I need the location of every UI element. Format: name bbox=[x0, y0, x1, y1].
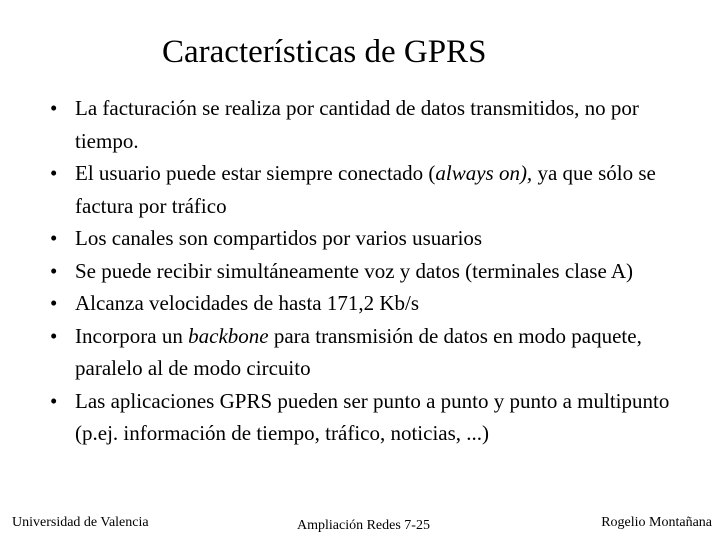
bullet-text: El usuario puede estar siempre conectado ( bbox=[75, 161, 436, 185]
bullet-item bbox=[50, 255, 690, 288]
bullet-item bbox=[50, 157, 690, 222]
bullet-item bbox=[50, 287, 690, 320]
bullet-icon: • bbox=[50, 226, 58, 250]
bullet-icon: • bbox=[50, 291, 58, 315]
bullet-text: Las aplicaciones GPRS pueden ser punto a punto y punto a multipunto (p.ej. información de tiempo, tráfico, noticias, ...) bbox=[75, 388, 670, 445]
bullet-item bbox=[50, 385, 690, 450]
bullet-icon: • bbox=[50, 323, 58, 348]
bullet-text-italic: backbone bbox=[188, 323, 269, 348]
bullet-text: Los canales son compartidos por varios usuarios bbox=[75, 226, 483, 250]
bullet-item bbox=[50, 222, 690, 255]
bullet-icon: • bbox=[50, 96, 58, 120]
bullet-icon: • bbox=[50, 258, 58, 283]
bullet-item bbox=[50, 320, 690, 385]
bullet-list bbox=[50, 92, 690, 450]
slide-title: Características de GPRS bbox=[162, 34, 487, 70]
bullet-text: Incorpora un bbox=[75, 323, 189, 348]
bullet-text: Alcanza velocidades de hasta 171,2 Kb/s bbox=[75, 291, 420, 315]
bullet-icon: • bbox=[50, 161, 58, 185]
bullet-item bbox=[50, 92, 690, 157]
bullet-text: ya que sólo se factura por tráfico bbox=[75, 161, 656, 218]
bullet-text: para transmisión de datos en modo paquete, paralelo al de modo circuito bbox=[75, 323, 642, 380]
footer-institution: Universidad de Valencia bbox=[12, 515, 149, 530]
bullet-text-italic: always on), bbox=[435, 161, 533, 185]
footer-course: Ampliación Redes 7-25 bbox=[297, 518, 430, 533]
bullet-icon: • bbox=[50, 388, 58, 413]
bullet-text: Se puede recibir simultáneamente voz y datos (terminales clase A) bbox=[75, 258, 634, 283]
footer-author: Rogelio Montañana bbox=[601, 515, 712, 530]
bullet-text: La facturación se realiza por cantidad de datos transmitidos, no por tiempo. bbox=[75, 96, 639, 153]
